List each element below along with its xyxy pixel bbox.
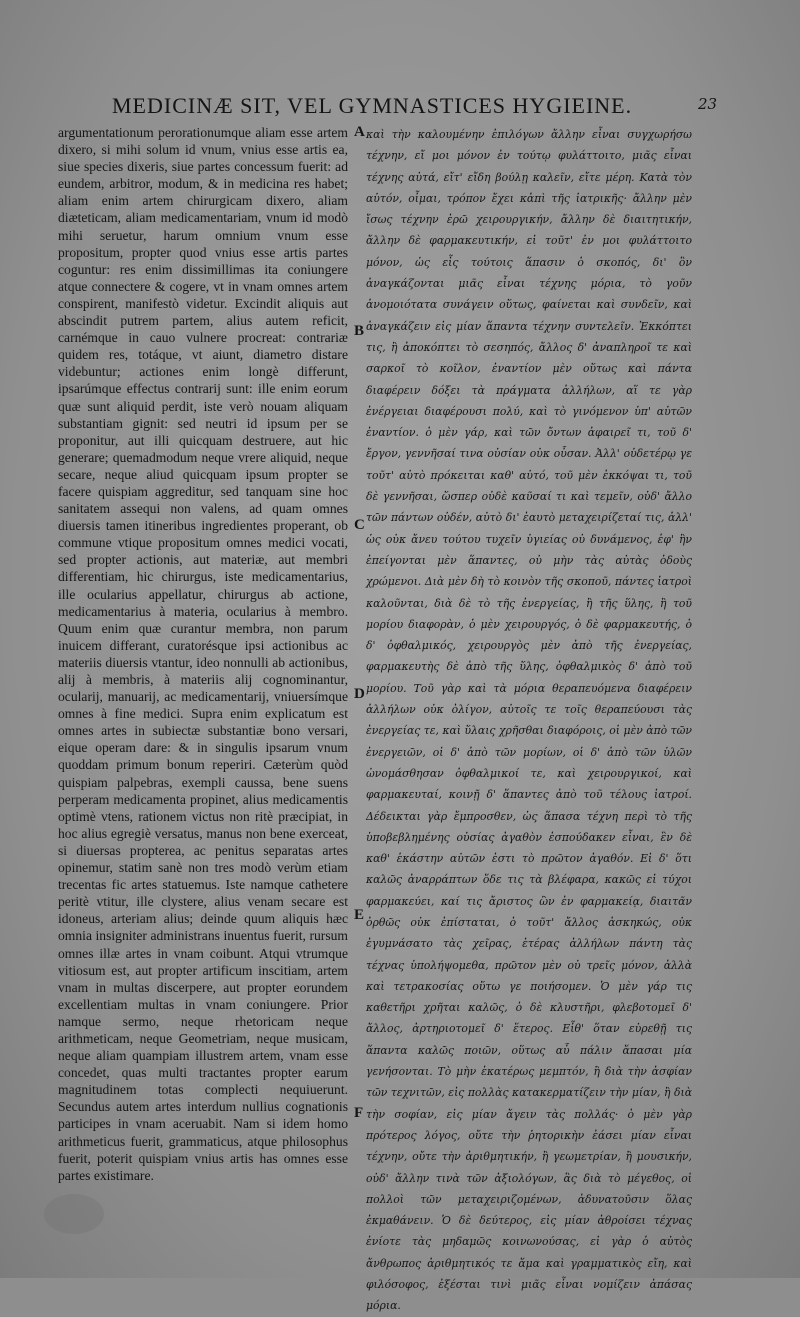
section-marker-c: C	[354, 517, 365, 533]
section-marker-e: E	[354, 907, 365, 923]
section-marker-f: F	[354, 1105, 364, 1121]
page-number: 23	[698, 95, 718, 113]
section-marker-d: D	[354, 686, 365, 702]
greek-column	[366, 124, 692, 1313]
paper-stain	[44, 1194, 104, 1234]
latin-column	[58, 124, 348, 1184]
section-marker-b: B	[354, 323, 365, 339]
latin-paragraph: argumentationum perorationumque aliam esse artem dixero, si mihi solum id vnum, vnius esse artis ea, siue species dixeris, siue partes concessum fuerit: ad eundem, arbitror, modum, & in medicina res habet; aliam enim artem chirurgicam dixero, aliam diæteticam, aliam medicamentariam, vnum id modò mihi seruetur, harum omnium vnum esse propositum, propter quod vnius esse artis partes coguntur: res enim dissimillimas ita coniungere atque connectere & cogere, vt in vnam omnes artem conspirent, manifestò videtur. Excindit aliquis aut abscindit putrem partem, alius autem reficit, carnémque in cauo vulnere procreat: contrariæ quidem res, totáque, vt aiunt, diametro distare videbuntur; actiones enim longè differunt, ipsarúmque effectus contrarij sunt: ille enim eorum quæ sunt aliquid perdit, iste verò nouam aliquam substantiam gignit: sed neutri id ipsum per se proponitur, aut illi quicquam destruere, aut hic generare; quemadmodum neque vrere aliquid, neque secare, neque aliud quicquam ipsum propter se facere quispiam aggreditur, sed tanquam sine hoc sanitatem assequi non valens, ad quam omnes diuersis tamen itineribus ingredientes properant, ob commune vtique propositum omnes medici vocati, sed propter actionis, aut materiæ, aut membri differentiam, hic chirurgus, iste medicamentarius, ille ocularius appellatur, chirurgus ab actione, medicamentarius à materia, ocularius à membro. Quum enim quæ curantur membra, non parum inuicem differant, curatorésque ipsi actionibus ac materiis diuersis vtantur, ideo nonnulli ab actionibus, alij à membris, à materiis alij cognominantur, ocularij, manuarij, ac medicamentarij, vniuersímque omnes à fine medici. Supra enim explicatum est omnes artes in subiectæ substantiæ bono versari, eique operam dare: & in singulis ipsarum vnum quoddam primum bonum reperiri. Cæterùm quòd quispiam palpebras, exempli caussa, bene suens perperam medicamenta propinet, alius medicamentis optimè vtens, rationem victus non ritè præcipiat, in hoc alius egregiè versatus, manus non bene exerceat, si diuersas propterea, ac penitus separatas artes opinemur, statim sanè non tres modò verùm etiam trecentas fic artes statuemus. Iste namque cathetere peritè vtitur, ille clystere, alius venam secare est idoneus, arteriam alius; deinde quum aliquis hæc omnia insigniter administrans inuentus fuerit, rursum omnes illæ artes in vnam coibunt. Atqui vtrumque vitiosum est, aut propter artificum inscitiam, artem vnam in multas discerpere, aut propter eorundem excellentiam multas in vnam coniungere. Prior namque sermo, neque rhetoricam neque arithmeticam, neque Geometriam, neque musicam, neque aliam quampiam illustrem artem, vnam esse concedet, quas multi tractantes propter earum magnitudinem totas complecti nequiuerunt. Secundus autem artes interdum nullius cognationis participes in vnam aceruabit. Nam si idem homo arithmeticus fuerit, grammaticus, atque philosophus fuerit, poterit quispiam vnius artis has omnes esse partes existimare.	[58, 125, 348, 1183]
greek-paragraph: καὶ τὴν καλουμένην ἐπιλόγων ἄλλην εἶναι συγχωρήσω τέχνην, εἴ μοι μόνον ἐν τούτῳ φυλάττοιτο, μιᾶς εἶναι τέχνης αὐτά, εἴτ' εἴδη βούλῃ καλεῖν, εἴτε μέρη. Κατὰ τὸν αὐτόν, οἶμαι, τρόπον ἔχει κἀπὶ τῆς ἰατρικῆς· ἄλλην μὲν ἴσως τέχνην ἐρῶ χειρουργικήν, ἄλλην δὲ διαιτητικήν, ἄλλην δὲ φαρμακευτικήν, εἰ τοῦτ' ἐν μοι φυλάττοιτο μόνον, ὡς εἷς τούτοις ἅπασιν ὁ σκοπός, δι' ὃν ἀναγκάζονται μιᾶς εἶναι τέχνης μόρια, τὸ γοῦν ἀνομοιότατα συνάγειν οὕτως, φαίνεται καὶ συνδεῖν, καὶ ἀναγκάζειν εἰς μίαν ἅπαντα τέχνην συντελεῖν. Ἐκκόπτει τις, ἢ ἀποκόπτει τὸ σεσηπός, ἄλλος δ' ἀναπληροῖ τε καὶ σαρκοῖ τὸ κοῖλον, ἐναντίον μὲν οὕτως καὶ πάντα διαφέρειν δόξει τὰ πράγματα ἀλλήλων, αἵ τε γὰρ ἐνέργειαι διαφέρουσι πολύ, καὶ τὸ γινόμενον ὑπ' αὐτῶν ἐναντίον. ὁ μὲν γάρ, καὶ τῶν ὄντων ἀφαιρεῖ τι, τοῦ δ' ἔργον, γεννῆσαί τινα οὐσίαν οὐκ οὖσαν. Ἀλλ' οὐδετέρῳ γε τοῦτ' αὐτὸ πρόκειται καθ' αὐτό, τοῦ μὲν ἐκκόψαι τι, τοῦ δὲ γεννῆσαι, ὥσπερ οὐδὲ καῦσαί τι καὶ τεμεῖν, οὐδ' ἄλλο τῶν πάντων οὐδέν, αὐτὸ δι' ἑαυτὸ μεταχειρίζεταί τις, ἀλλ' ὡς οὐκ ἄνευ τούτου τυχεῖν ὑγιείας οὐ δυνάμενος, ἐφ' ἣν ἐπείγονται μὲν ἅπαντες, οὐ μὴν τὰς αὐτὰς ὁδοὺς χρώμενοι. Διὰ μὲν δὴ τὸ κοινὸν τῆς σκοποῦ, πάντες ἰατροὶ καλοῦνται, διὰ δὲ τὸ τῆς ἐνεργείας, ἢ τῆς ὕλης, ἢ τοῦ μορίου διαφορὰν, ὁ μὲν χειρουργός, ὁ δὲ φαρμακευτής, ὁ δ' ὀφθαλμικός, χειρουργὸς μὲν ἀπὸ τῆς ἐνεργείας, φαρμακευτὴς δὲ ἀπὸ τῆς ὕλης, ὀφθαλμικὸς δ' ἀπὸ τοῦ μορίου. Τοῦ γὰρ καὶ τὰ μόρια θεραπευόμενα διαφέρειν ἀλλήλων οὐκ ὀλίγον, αὐτοῖς τε τοῖς θεραπεύουσι τὰς ἐνεργείας τε, καὶ ὕλαις χρῆσθαι διαφόροις, οἱ μὲν ἀπὸ τῶν ἐνεργειῶν, οἱ δ' ἀπὸ τῶν μορίων, οἱ δ' ἀπὸ τῶν ὑλῶν ὠνομάσθησαν ὀφθαλμικοί τε, καὶ χειρουργικοί, καὶ φαρμακευταί, κοινῇ δ' ἅπαντες ἀπὸ τοῦ τέλους ἰατροί. Δέδεικται γὰρ ἔμπροσθεν, ὡς ἅπασα τέχνη περὶ τὸ τῆς ὑποβεβλημένης οὐσίας ἀγαθὸν ἐσπούδακεν εἶναι, ἓν δὲ καθ' ἑκάστην αὐτῶν ἐστι τὸ πρῶτον ἀγαθόν. Εἰ δ' ὅτι καλῶς ἀναρράπτων ὅδε τις τὰ βλέφαρα, κακῶς εἰ τύχοι φαρμακεύει, καί τις ἄριστος ὢν ἐν φαρμακείᾳ, διαιτᾶν ὀρθῶς οὐκ ἐπίσταται, ὁ τοῦτ' ἄλλος ἀσκηκώς, οὐκ ἐγυμνάσατο τὰς χεῖρας, ἑτέρας ἀλλήλων πάντη τὰς τέχνας ὑπολήψομεθα, πρῶτον μὲν οὐ τρεῖς μόνον, ἀλλὰ καὶ τετρακοσίας οὕτω γε ποιήσομεν. Ὁ μὲν γάρ τις καθετῆρι χρῆται καλῶς, ὁ δὲ κλυστῆρι, φλεβοτομεῖ δ' ἄλλος, ἀρτηριοτομεῖ δ' ἕτερος. Εἶθ' ὅταν εὑρεθῇ τις ἅπαντα καλῶς ποιῶν, οὕτως αὖ πάλιν ἅπασαι μία γενήσονται. Τὸ μὴν ἑκατέρως μεμπτόν, ἢ διὰ τὴν ἀσφίαν τῶν τεχνιτῶν, εἰς πολλὰς κατακερματίζειν τὴν μίαν, ἢ διὰ τὴν σοφίαν, εἰς μίαν ἄγειν τὰς πολλάς· ὁ μὲν γὰρ πρότερος λόγος, οὔτε τὴν ῥητορικὴν ἐάσει μίαν εἶναι τέχνην, οὔτε τὴν ἀριθμητικήν, ἢ γεωμετρίαν, ἢ μουσικήν, οὐδ' ἄλλην τινὰ τῶν ἀξιολόγων, ἃς διὰ τὸ μέγεθος, οἱ πολλοὶ τῶν μεταχειριζομένων, ἀδυνατοῦσιν ὅλας ἐκμαθάνειν. Ὁ δὲ δεύτερος, εἰς μίαν ἀθροίσει τέχνας ἐνίοτε τὰς μηδαμῶς κοινωνούσας, εἰ γὰρ ὁ αὐτὸς ἄνθρωπος ἀριθμητικός τε ἅμα καὶ γραμματικὸς εἴη, καὶ φιλόσοφος, ἐξέσται τινὶ μιᾶς εἶναι νομίζειν ἁπάσας μόρια.	[366, 128, 692, 1313]
section-marker-a: A	[354, 124, 365, 140]
running-head: MEDICINÆ SIT, VEL GYMNASTICES HYGIEINE.	[112, 93, 633, 118]
page-header	[0, 93, 800, 123]
